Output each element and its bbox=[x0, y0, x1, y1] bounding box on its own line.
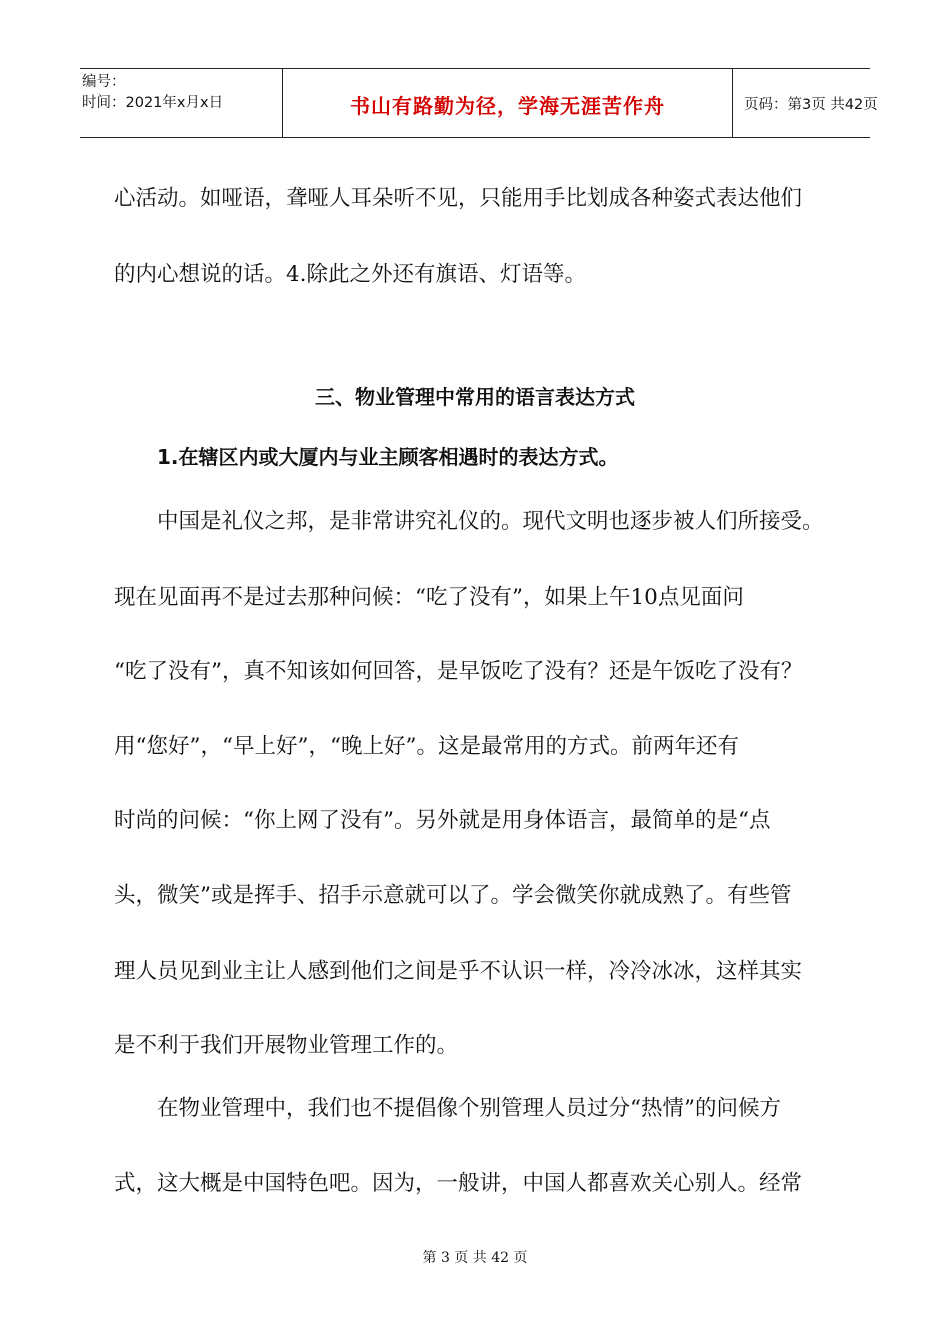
page-footer: 第 3 页 共 42 页 bbox=[422, 1250, 528, 1266]
paragraph-line: 时尚的问候：“你上网了没有”。另外就是用身体语言，最简单的是“点 bbox=[114, 808, 771, 833]
header-meta bbox=[80, 69, 282, 137]
date-label: 时间：2021年x月x日 bbox=[82, 95, 224, 111]
paragraph-line: 中国是礼仪之邦，是非常讲究礼仪的。现代文明也逐步被人们所接受。 bbox=[157, 509, 824, 534]
paragraph-line: 在物业管理中，我们也不提倡像个别管理人员过分“热情”的问候方 bbox=[157, 1096, 781, 1121]
subsection-title: 1.在辖区内或大厦内与业主顾客相遇时的表达方式。 bbox=[157, 445, 619, 469]
body-line: 的内心想说的话。4.除此之外还有旗语、灯语等。 bbox=[114, 262, 587, 287]
paragraph-line: 理人员见到业主让人感到他们之间是乎不认识一样，冷冷冰冰，这样其实 bbox=[114, 959, 803, 984]
paragraph-line: 用“您好”，“早上好”，“晚上好”。这是最常用的方式。前两年还有 bbox=[114, 734, 739, 759]
section-title: 三、物业管理中常用的语言表达方式 bbox=[315, 385, 635, 409]
paragraph-line: “吃了没有”，真不知该如何回答，是早饭吃了没有？还是午饭吃了没有？ bbox=[114, 659, 803, 684]
paragraph-line: 头，微笑”或是挥手、招手示意就可以了。学会微笑你就成熟了。有些管 bbox=[114, 883, 792, 908]
body-line: 心活动。如哑语，聋哑人耳朵听不见，只能用手比划成各种姿式表达他们 bbox=[114, 186, 803, 211]
header-motto: 书山有路勤为径，学海无涯苦作舟 bbox=[282, 69, 733, 137]
header-table bbox=[80, 68, 878, 138]
number-label: 编号： bbox=[82, 74, 126, 90]
paragraph-line: 现在见面再不是过去那种问候：“吃了没有”，如果上午10点见面问 bbox=[114, 585, 744, 610]
paragraph-line: 是不利于我们开展物业管理工作的。 bbox=[114, 1033, 459, 1058]
header-page-info: 页码：第3页 共42页 bbox=[744, 96, 878, 113]
paragraph-line: 式，这大概是中国特色吧。因为，一般讲，中国人都喜欢关心别人。经常 bbox=[114, 1171, 803, 1196]
